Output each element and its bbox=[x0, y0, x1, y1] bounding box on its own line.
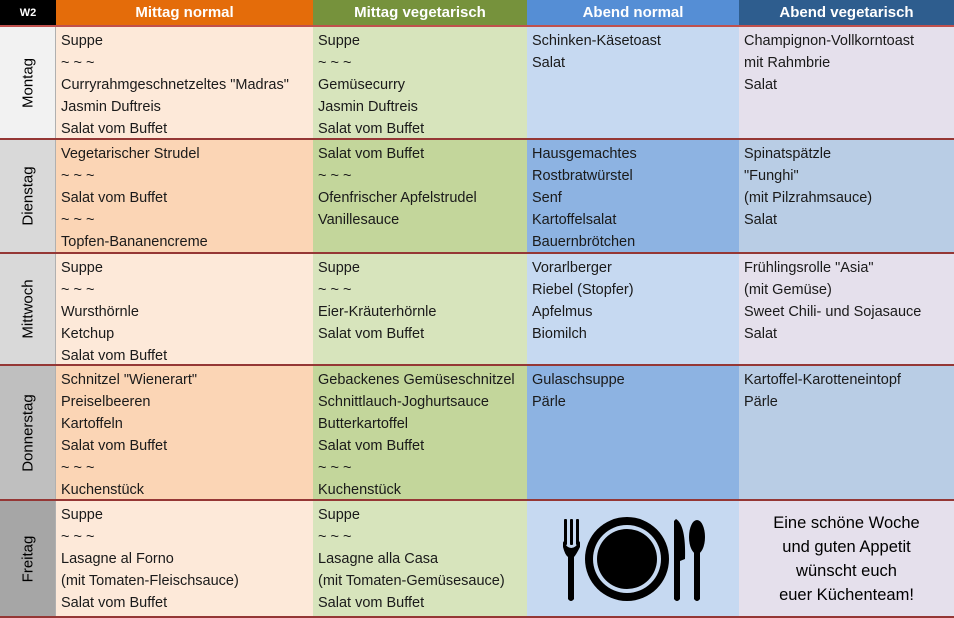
closing-line: wünscht euch bbox=[796, 561, 897, 580]
day-name: Donnerstag bbox=[19, 393, 36, 472]
menu-item: (mit Tomaten-Gemüsesauce) bbox=[318, 573, 505, 589]
header-mittag-vegetarisch: Mittag vegetarisch bbox=[313, 0, 527, 27]
menu-item: Salat vom Buffet bbox=[61, 121, 168, 137]
menu-item: Wursthörnle bbox=[61, 304, 139, 320]
day-name: Mittwoch bbox=[19, 279, 36, 339]
day-label-freitag bbox=[0, 501, 56, 616]
plate-cutlery-icon bbox=[527, 501, 739, 616]
menu-item: Topfen-Bananencreme bbox=[61, 234, 208, 250]
closing-message bbox=[739, 501, 954, 616]
menu-item: Salat vom Buffet bbox=[61, 595, 168, 611]
menu-item: Vanillesauce bbox=[318, 212, 400, 228]
menu-item: Jasmin Duftreis bbox=[318, 99, 418, 115]
menu-item: Pärle bbox=[532, 394, 566, 410]
header-abend-vegetarisch: Abend vegetarisch bbox=[739, 0, 954, 27]
menu-item: ~ ~ ~ bbox=[318, 55, 352, 71]
day-label-mittwoch bbox=[0, 254, 56, 364]
menu-item: Riebel (Stopfer) bbox=[532, 282, 634, 298]
menu-item: ~ ~ ~ bbox=[318, 282, 352, 298]
menu-item: Suppe bbox=[318, 507, 360, 523]
menu-item: Eier-Kräuterhörnle bbox=[318, 304, 437, 320]
menu-cell-montag-mittag-vegetarisch bbox=[313, 27, 527, 138]
week-label: W2 bbox=[0, 0, 56, 27]
menu-item: Suppe bbox=[61, 33, 103, 49]
menu-item: Schnittlauch-Joghurtsauce bbox=[318, 394, 489, 410]
menu-cell-dienstag-abend-vegetarisch bbox=[739, 140, 954, 252]
menu-item: Kuchenstück bbox=[318, 482, 402, 498]
menu-item: "Funghi" bbox=[744, 168, 799, 184]
menu-item: Kuchenstück bbox=[61, 482, 145, 498]
menu-item: Kartoffel-Karotteneintopf bbox=[744, 372, 901, 388]
menu-item: ~ ~ ~ bbox=[61, 55, 95, 71]
menu-item: Salat vom Buffet bbox=[318, 121, 425, 137]
menu-item: Salat bbox=[744, 326, 778, 342]
menu-item: Biomilch bbox=[532, 326, 587, 342]
menu-item: ~ ~ ~ bbox=[61, 460, 95, 476]
menu-item: Jasmin Duftreis bbox=[61, 99, 161, 115]
menu-item: Kartoffeln bbox=[61, 416, 123, 432]
day-name: Dienstag bbox=[19, 166, 36, 226]
day-label-dienstag bbox=[0, 140, 56, 252]
menu-item: ~ ~ ~ bbox=[61, 282, 95, 298]
menu-cell-donnerstag-mittag-normal bbox=[56, 366, 313, 499]
menu-item: ~ ~ ~ bbox=[318, 529, 352, 545]
closing-line: und guten Appetit bbox=[782, 537, 911, 556]
menu-item: Lasagne al Forno bbox=[61, 551, 174, 567]
menu-item: ~ ~ ~ bbox=[61, 168, 95, 184]
menu-cell-montag-abend-normal bbox=[527, 27, 739, 138]
menu-item: Salat vom Buffet bbox=[61, 438, 168, 454]
menu-item: Salat vom Buffet bbox=[61, 348, 168, 364]
menu-cell-donnerstag-abend-normal bbox=[527, 366, 739, 499]
menu-item: Gemüsecurry bbox=[318, 77, 406, 93]
menu-item: ~ ~ ~ bbox=[61, 212, 95, 228]
menu-item: Ofenfrischer Apfelstrudel bbox=[318, 190, 477, 206]
menu-item: Bauernbrötchen bbox=[532, 234, 636, 250]
menu-item: Butterkartoffel bbox=[318, 416, 409, 432]
day-label-donnerstag bbox=[0, 366, 56, 499]
menu-item: Salat bbox=[744, 77, 778, 93]
menu-item: Senf bbox=[532, 190, 562, 206]
menu-cell-freitag-mittag-normal bbox=[56, 501, 313, 616]
menu-item: Hausgemachtes bbox=[532, 146, 637, 162]
day-name: Freitag bbox=[19, 535, 36, 582]
menu-item: Schnitzel "Wienerart" bbox=[61, 372, 198, 388]
menu-item: Salat bbox=[532, 55, 566, 71]
menu-item: Suppe bbox=[61, 507, 103, 523]
menu-item: Gebackenes Gemüseschnitzel bbox=[318, 372, 515, 388]
menu-item: ~ ~ ~ bbox=[318, 460, 352, 476]
day-name: Montag bbox=[19, 57, 36, 108]
menu-item: (mit Gemüse) bbox=[744, 282, 832, 298]
menu-item: Spinatspätzle bbox=[744, 146, 832, 162]
menu-cell-mittwoch-abend-normal bbox=[527, 254, 739, 364]
menu-item: ~ ~ ~ bbox=[61, 529, 95, 545]
menu-item: Salat vom Buffet bbox=[61, 190, 168, 206]
menu-item: Champignon-Vollkorntoast bbox=[744, 33, 915, 49]
menu-item: Rostbratwürstel bbox=[532, 168, 633, 184]
menu-item: Suppe bbox=[61, 260, 103, 276]
menu-cell-dienstag-mittag-normal bbox=[56, 140, 313, 252]
menu-cell-montag-abend-vegetarisch bbox=[739, 27, 954, 138]
menu-item: Suppe bbox=[318, 260, 360, 276]
menu-cell-mittwoch-abend-vegetarisch bbox=[739, 254, 954, 364]
menu-item: ~ ~ ~ bbox=[318, 168, 352, 184]
menu-cell-dienstag-abend-normal bbox=[527, 140, 739, 252]
menu-cell-mittwoch-mittag-vegetarisch bbox=[313, 254, 527, 364]
closing-line: Eine schöne Woche bbox=[773, 513, 920, 532]
menu-item: (mit Tomaten-Fleischsauce) bbox=[61, 573, 239, 589]
menu-item: Vegetarischer Strudel bbox=[61, 146, 200, 162]
menu-item: Schinken-Käsetoast bbox=[532, 33, 661, 49]
menu-cell-montag-mittag-normal bbox=[56, 27, 313, 138]
menu-item: Salat vom Buffet bbox=[318, 595, 425, 611]
menu-item: (mit Pilzrahmsauce) bbox=[744, 190, 873, 206]
menu-item: Curryrahmgeschnetzeltes "Madras" bbox=[61, 77, 289, 93]
header-abend-normal: Abend normal bbox=[527, 0, 739, 27]
menu-cell-dienstag-mittag-vegetarisch bbox=[313, 140, 527, 252]
menu-item: Ketchup bbox=[61, 326, 115, 342]
menu-item: mit Rahmbrie bbox=[744, 55, 831, 71]
menu-cell-mittwoch-mittag-normal bbox=[56, 254, 313, 364]
menu-item: Vorarlberger bbox=[532, 260, 612, 276]
menu-item: Frühlingsrolle "Asia" bbox=[744, 260, 874, 276]
menu-item: Sweet Chili- und Sojasauce bbox=[744, 304, 922, 320]
menu-item: Suppe bbox=[318, 33, 360, 49]
day-label-montag bbox=[0, 27, 56, 138]
menu-cell-freitag-mittag-vegetarisch bbox=[313, 501, 527, 616]
menu-item: Salat vom Buffet bbox=[318, 146, 425, 162]
menu-item: Salat vom Buffet bbox=[318, 326, 425, 342]
menu-item: Salat bbox=[744, 212, 778, 228]
menu-item: Gulaschsuppe bbox=[532, 372, 625, 388]
menu-item: Lasagne alla Casa bbox=[318, 551, 439, 567]
menu-item: Preiselbeeren bbox=[61, 394, 151, 410]
menu-item: Pärle bbox=[744, 394, 778, 410]
menu-cell-donnerstag-mittag-vegetarisch bbox=[313, 366, 527, 499]
menu-item: Apfelmus bbox=[532, 304, 593, 320]
menu-cell-donnerstag-abend-vegetarisch bbox=[739, 366, 954, 499]
closing-line: euer Küchenteam! bbox=[779, 585, 914, 604]
header-mittag-normal: Mittag normal bbox=[56, 0, 313, 27]
menu-item: Kartoffelsalat bbox=[532, 212, 617, 228]
menu-item: Salat vom Buffet bbox=[318, 438, 425, 454]
